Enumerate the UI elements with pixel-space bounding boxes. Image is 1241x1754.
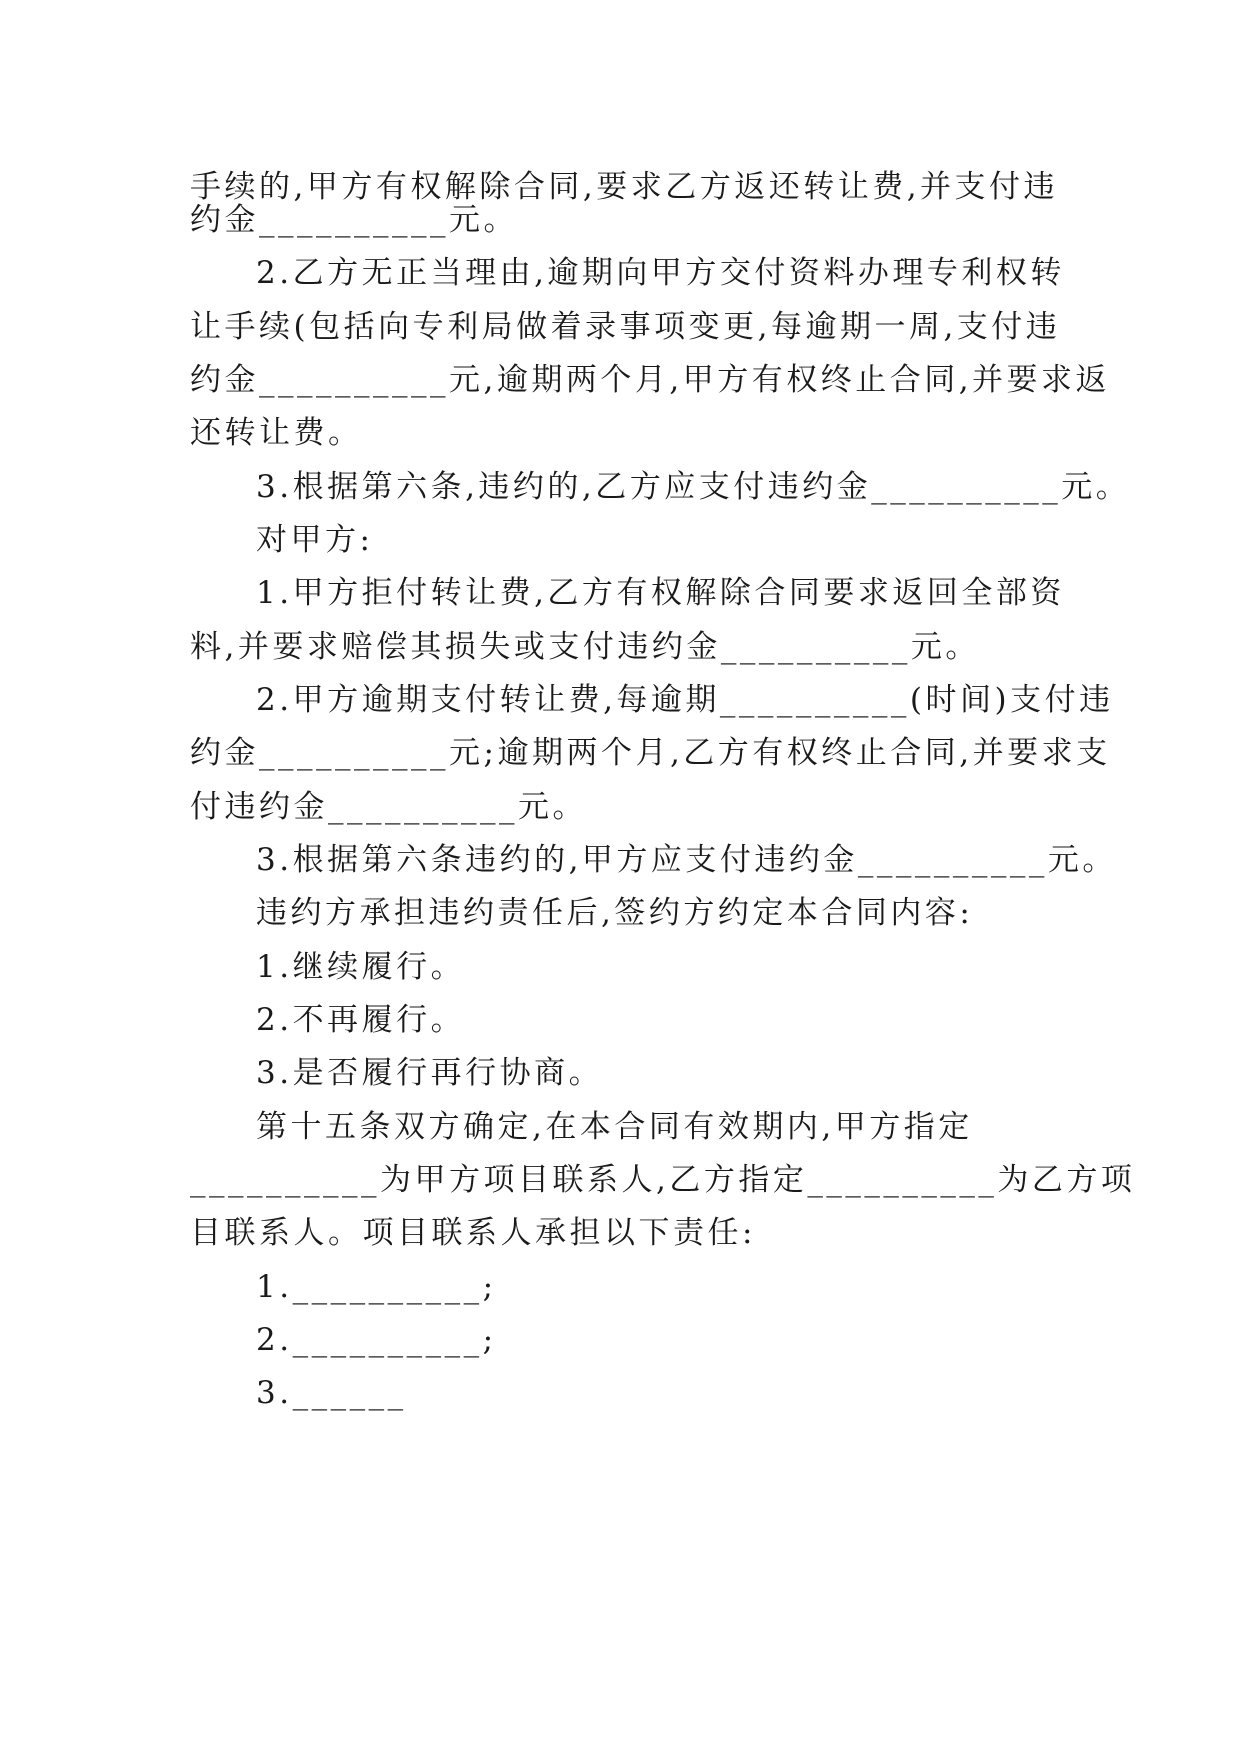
text-line: 3.根据第六条违约的,甲方应支付违约金__________元。 [256, 842, 1117, 878]
text-line: 付违约金__________元。 [190, 789, 587, 825]
text-line: 违约方承担违约责任后,签约方约定本合同内容: [256, 895, 974, 931]
text-line: 约金__________元。 [190, 202, 518, 238]
text-line: 手续的,甲方有权解除合同,要求乙方返还转让费,并支付违 [190, 169, 1059, 205]
text-line: 约金__________元,逾期两个月,甲方有权终止合同,并要求返 [190, 362, 1111, 398]
text-line: 2.甲方逾期支付转让费,每逾期__________(时间)支付违 [256, 682, 1114, 718]
text-line: 料,并要求赔偿其损失或支付违约金__________元。 [190, 629, 980, 665]
text-line: __________为甲方项目联系人,乙方指定__________为乙方项 [190, 1162, 1136, 1198]
text-line: 约金__________元;逾期两个月,乙方有权终止合同,并要求支 [190, 735, 1111, 771]
text-line: 让手续(包括向专利局做着录事项变更,每逾期一周,支付违 [190, 309, 1061, 345]
text-line: 2.不再履行。 [256, 1002, 466, 1038]
text-line: 3.根据第六条,违约的,乙方应支付违约金__________元。 [256, 469, 1131, 505]
text-line: 1.甲方拒付转让费,乙方有权解除合同要求返回全部资 [256, 575, 1065, 611]
text-line: 还转让费。 [190, 415, 363, 451]
text-line: 1.__________; [256, 1269, 497, 1305]
text-line: 3.是否履行再行协商。 [256, 1055, 604, 1091]
text-line: 第十五条双方确定,在本合同有效期内,甲方指定 [256, 1109, 973, 1145]
text-line: 对甲方: [256, 522, 374, 558]
text-line: 2.乙方无正当理由,逾期向甲方交付资料办理专利权转 [256, 255, 1065, 291]
text-line: 目联系人。项目联系人承担以下责任: [190, 1215, 756, 1251]
text-line: 3.______ [256, 1375, 407, 1411]
text-line: 2.__________; [256, 1322, 497, 1358]
text-line: 1.继续履行。 [256, 949, 466, 985]
